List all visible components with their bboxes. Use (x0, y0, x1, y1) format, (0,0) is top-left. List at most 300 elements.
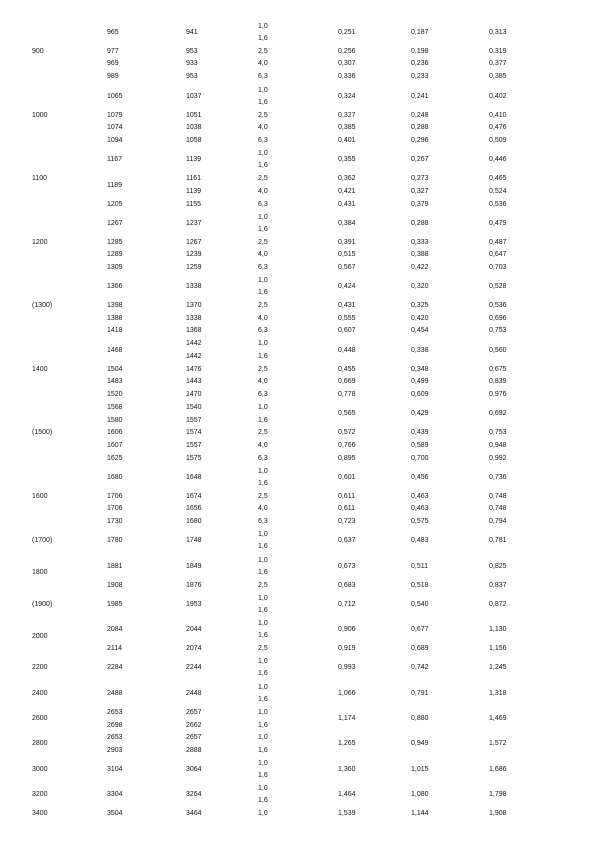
column-7-cell: 0,410 (489, 112, 507, 119)
column-3-cell: 1237 (186, 220, 202, 227)
column-5-cell: 0,567 (338, 264, 356, 271)
column-2-cell: 1780 (107, 537, 123, 544)
column-3-cell: 1051 (186, 112, 202, 119)
column-3-cell: 1259 (186, 264, 202, 271)
column-7-cell: 0,385 (489, 73, 507, 80)
column-6-cell: 0,742 (411, 664, 429, 671)
nominal-diameter-cell: 900 (32, 48, 44, 55)
column-2-cell: 1730 (107, 518, 123, 525)
column-7-cell: 1,469 (489, 715, 507, 722)
pressure-cell: 1,6 (258, 480, 268, 487)
column-6-cell: 0,439 (411, 429, 429, 436)
column-7-cell: 0,703 (489, 264, 507, 271)
pressure-cell: 6,3 (258, 327, 268, 334)
column-3-cell: 1338 (186, 283, 202, 290)
column-7-cell: 0,976 (489, 391, 507, 398)
column-2-cell: 1706 (107, 493, 123, 500)
column-3-cell: 1155 (186, 201, 202, 208)
column-3-cell: 1680 (186, 518, 202, 525)
column-2-cell: 1568 (107, 404, 123, 411)
pressure-cell: 2,5 (258, 48, 268, 55)
nominal-diameter-cell: 3000 (32, 766, 48, 773)
column-3-cell: 953 (186, 48, 198, 55)
column-5-cell: 0,421 (338, 188, 356, 195)
column-5-cell: 0,431 (338, 201, 356, 208)
column-3-cell: 2044 (186, 626, 202, 633)
nominal-diameter-cell: 2000 (32, 633, 48, 640)
column-3-cell: 953 (186, 73, 198, 80)
pressure-cell: 1,6 (258, 632, 268, 639)
column-2-cell: 3304 (107, 791, 123, 798)
column-5-cell: 0,712 (338, 601, 356, 608)
column-5-cell: 1,066 (338, 690, 356, 697)
column-6-cell: 0,429 (411, 410, 429, 417)
column-3-cell: 2074 (186, 645, 202, 652)
column-6-cell: 0,689 (411, 645, 429, 652)
column-6-cell: 1,144 (411, 810, 429, 817)
column-2-cell: 1074 (107, 124, 123, 131)
column-6-cell: 0,589 (411, 442, 429, 449)
column-6-cell: 0,422 (411, 264, 429, 271)
column-3-cell: 1476 (186, 366, 202, 373)
column-7-cell: 0,692 (489, 410, 507, 417)
column-5-cell: 0,327 (338, 112, 356, 119)
pressure-cell: 6,3 (258, 137, 268, 144)
column-7-cell: 0,748 (489, 493, 507, 500)
column-6-cell: 0,248 (411, 112, 429, 119)
pressure-cell: 1,0 (258, 810, 268, 817)
column-5-cell: 0,448 (338, 347, 356, 354)
column-3-cell: 1139 (186, 156, 202, 163)
column-5-cell: 0,307 (338, 60, 356, 67)
pressure-cell: 1,6 (258, 722, 268, 729)
column-5-cell: 1,265 (338, 740, 356, 747)
column-7-cell: 1,318 (489, 690, 507, 697)
column-2-cell: 2488 (107, 690, 123, 697)
column-5-cell: 1,174 (338, 715, 356, 722)
column-5-cell: 0,683 (338, 582, 356, 589)
column-5-cell: 0,401 (338, 137, 356, 144)
pressure-cell: 1,6 (258, 772, 268, 779)
column-5-cell: 0,431 (338, 302, 356, 309)
pressure-cell: 4,0 (258, 188, 268, 195)
column-2-cell: 1094 (107, 137, 123, 144)
column-5-cell: 0,455 (338, 366, 356, 373)
column-6-cell: 0,540 (411, 601, 429, 608)
column-5-cell: 0,256 (338, 48, 356, 55)
column-6-cell: 0,233 (411, 73, 429, 80)
pressure-cell: 4,0 (258, 442, 268, 449)
column-6-cell: 0,420 (411, 315, 429, 322)
column-3-cell: 1575 (186, 455, 202, 462)
pressure-cell: 1,6 (258, 417, 268, 424)
column-5-cell: 0,572 (338, 429, 356, 436)
column-7-cell: 0,872 (489, 601, 507, 608)
column-5-cell: 0,637 (338, 537, 356, 544)
column-3-cell: 1038 (186, 124, 202, 131)
column-2-cell: 1607 (107, 442, 123, 449)
pressure-cell: 4,0 (258, 505, 268, 512)
nominal-diameter-cell: 3200 (32, 791, 48, 798)
column-3-cell: 1443 (186, 378, 202, 385)
pressure-cell: 1,0 (258, 760, 268, 767)
column-5-cell: 0,385 (338, 124, 356, 131)
column-2-cell: 1418 (107, 327, 123, 334)
pressure-cell: 1,0 (258, 785, 268, 792)
column-2-cell: 3104 (107, 766, 123, 773)
column-6-cell: 0,388 (411, 251, 429, 258)
column-6-cell: 0,518 (411, 582, 429, 589)
column-2-cell: 965 (107, 29, 119, 36)
pressure-cell: 1,6 (258, 569, 268, 576)
column-7-cell: 0,446 (489, 156, 507, 163)
column-6-cell: 0,348 (411, 366, 429, 373)
column-6-cell: 0,677 (411, 626, 429, 633)
pressure-cell: 6,3 (258, 391, 268, 398)
column-6-cell: 0,463 (411, 493, 429, 500)
pressure-cell: 2,5 (258, 493, 268, 500)
column-6-cell: 0,288 (411, 124, 429, 131)
column-7-cell: 0,402 (489, 93, 507, 100)
column-2-cell: 2284 (107, 664, 123, 671)
column-3-cell: 1557 (186, 417, 202, 424)
pressure-cell: 1,6 (258, 353, 268, 360)
column-6-cell: 0,880 (411, 715, 429, 722)
column-5-cell: 0,384 (338, 220, 356, 227)
pressure-cell: 1,6 (258, 607, 268, 614)
column-7-cell: 0,377 (489, 60, 507, 67)
column-6-cell: 0,609 (411, 391, 429, 398)
column-5-cell: 0,611 (338, 493, 355, 500)
column-2-cell: 977 (107, 48, 119, 55)
column-2-cell: 2653 (107, 709, 123, 716)
pressure-cell: 4,0 (258, 124, 268, 131)
column-3-cell: 1557 (186, 442, 202, 449)
column-5-cell: 0,324 (338, 93, 356, 100)
column-5-cell: 0,362 (338, 175, 356, 182)
column-6-cell: 0,499 (411, 378, 429, 385)
column-3-cell: 1876 (186, 582, 202, 589)
pressure-cell: 1,0 (258, 87, 268, 94)
pressure-cell: 1,0 (258, 684, 268, 691)
column-2-cell: 1680 (107, 474, 123, 481)
column-3-cell: 2657 (186, 734, 202, 741)
pressure-cell: 1,0 (258, 620, 268, 627)
column-5-cell: 0,766 (338, 442, 356, 449)
pressure-cell: 1,6 (258, 162, 268, 169)
nominal-diameter-cell: 1800 (32, 569, 48, 576)
column-7-cell: 0,465 (489, 175, 507, 182)
column-6-cell: 0,333 (411, 239, 429, 246)
column-2-cell: 1483 (107, 378, 123, 385)
column-3-cell: 2662 (186, 722, 202, 729)
column-2-cell: 2903 (107, 747, 123, 754)
pressure-cell: 1,0 (258, 404, 268, 411)
column-2-cell: 1205 (107, 201, 123, 208)
column-3-cell: 1368 (186, 327, 202, 334)
column-3-cell: 1370 (186, 302, 202, 309)
column-2-cell: 1189 (107, 182, 123, 189)
pressure-cell: 1,0 (258, 734, 268, 741)
column-2-cell: 1504 (107, 366, 123, 373)
column-3-cell: 1849 (186, 563, 202, 570)
column-7-cell: 0,313 (489, 29, 507, 36)
pressure-cell: 2,5 (258, 175, 268, 182)
column-7-cell: 0,736 (489, 474, 507, 481)
nominal-diameter-cell: 1000 (32, 112, 48, 119)
column-7-cell: 0,536 (489, 302, 507, 309)
column-5-cell: 0,607 (338, 327, 356, 334)
column-6-cell: 0,700 (411, 455, 429, 462)
pressure-cell: 1,0 (258, 658, 268, 665)
column-5-cell: 0,424 (338, 283, 356, 290)
column-3-cell: 1953 (186, 601, 202, 608)
column-6-cell: 1,080 (411, 791, 429, 798)
column-2-cell: 1881 (107, 563, 123, 570)
column-5-cell: 1,539 (338, 810, 356, 817)
column-5-cell: 0,391 (338, 239, 356, 246)
pressure-cell: 1,0 (258, 340, 268, 347)
column-3-cell: 1058 (186, 137, 202, 144)
pressure-cell: 1,0 (258, 709, 268, 716)
pressure-cell: 1,6 (258, 747, 268, 754)
column-3-cell: 1574 (186, 429, 202, 436)
nominal-diameter-cell: 2800 (32, 740, 48, 747)
pressure-cell: 1,6 (258, 226, 268, 233)
pressure-cell: 2,5 (258, 582, 268, 589)
column-7-cell: 1,245 (489, 664, 507, 671)
column-3-cell: 1442 (186, 340, 202, 347)
column-5-cell: 0,565 (338, 410, 356, 417)
column-5-cell: 0,355 (338, 156, 356, 163)
pressure-cell: 1,6 (258, 289, 268, 296)
nominal-diameter-cell: 3400 (32, 810, 48, 817)
column-3-cell: 1648 (186, 474, 202, 481)
column-6-cell: 0,198 (411, 48, 429, 55)
column-5-cell: 0,336 (338, 73, 356, 80)
column-3-cell: 933 (186, 60, 198, 67)
column-3-cell: 3264 (186, 791, 202, 798)
column-2-cell: 1468 (107, 347, 123, 354)
column-7-cell: 0,479 (489, 220, 507, 227)
column-7-cell: 0,839 (489, 378, 507, 385)
column-7-cell: 0,675 (489, 366, 507, 373)
column-6-cell: 0,327 (411, 188, 429, 195)
column-2-cell: 1985 (107, 601, 123, 608)
nominal-diameter-cell: 1100 (32, 175, 48, 182)
pressure-cell: 2,5 (258, 302, 268, 309)
pressure-cell: 1,0 (258, 23, 268, 30)
column-7-cell: 0,647 (489, 251, 507, 258)
column-2-cell: 1706 (107, 505, 123, 512)
column-3-cell: 3464 (186, 810, 202, 817)
column-7-cell: 1,798 (489, 791, 507, 798)
column-5-cell: 0,993 (338, 664, 356, 671)
column-3-cell: 1161 (186, 175, 202, 182)
pressure-cell: 1,0 (258, 468, 268, 475)
column-6-cell: 0,288 (411, 220, 429, 227)
column-2-cell: 1289 (107, 251, 123, 258)
nominal-diameter-cell: (1500) (32, 429, 53, 436)
column-7-cell: 0,536 (489, 201, 507, 208)
pressure-cell: 1,6 (258, 797, 268, 804)
column-6-cell: 0,241 (411, 93, 429, 100)
column-3-cell: 1748 (186, 537, 202, 544)
pressure-cell: 6,3 (258, 201, 268, 208)
column-2-cell: 1398 (107, 302, 123, 309)
column-2-cell: 1908 (107, 582, 123, 589)
column-2-cell: 1366 (107, 283, 123, 290)
column-5-cell: 0,669 (338, 378, 356, 385)
pressure-cell: 1,6 (258, 696, 268, 703)
column-5-cell: 0,515 (338, 251, 356, 258)
nominal-diameter-cell: 2400 (32, 690, 48, 697)
column-2-cell: 2084 (107, 626, 123, 633)
column-3-cell: 1656 (186, 505, 202, 512)
pressure-cell: 4,0 (258, 60, 268, 67)
column-2-cell: 1388 (107, 315, 123, 322)
column-3-cell: 1540 (186, 404, 202, 411)
column-6-cell: 0,325 (411, 302, 429, 309)
column-7-cell: 0,696 (489, 315, 507, 322)
column-5-cell: 0,673 (338, 563, 356, 570)
column-7-cell: 0,794 (489, 518, 507, 525)
pressure-cell: 2,5 (258, 429, 268, 436)
nominal-diameter-cell: (1900) (32, 601, 53, 608)
column-6-cell: 0,575 (411, 518, 429, 525)
column-2-cell: 1606 (107, 429, 123, 436)
column-2-cell: 1065 (107, 93, 123, 100)
column-2-cell: 1625 (107, 455, 123, 462)
pressure-cell: 1,0 (258, 595, 268, 602)
column-2-cell: 3504 (107, 810, 123, 817)
pressure-cell: 4,0 (258, 378, 268, 385)
column-7-cell: 0,753 (489, 327, 507, 334)
pressure-cell: 1,6 (258, 543, 268, 550)
column-6-cell: 0,483 (411, 537, 429, 544)
column-3-cell: 941 (186, 29, 198, 36)
column-5-cell: 0,251 (338, 29, 356, 36)
column-7-cell: 1,130 (489, 626, 507, 633)
column-3-cell: 1037 (186, 93, 202, 100)
column-3-cell: 2888 (186, 747, 202, 754)
column-6-cell: 0,320 (411, 283, 429, 290)
column-3-cell: 1139 (186, 188, 202, 195)
column-7-cell: 1,686 (489, 766, 507, 773)
nominal-diameter-cell: 1600 (32, 493, 48, 500)
column-5-cell: 0,555 (338, 315, 356, 322)
pressure-cell: 1,0 (258, 277, 268, 284)
column-7-cell: 0,524 (489, 188, 507, 195)
column-5-cell: 1,360 (338, 766, 356, 773)
column-7-cell: 0,992 (489, 455, 507, 462)
column-7-cell: 0,509 (489, 137, 507, 144)
column-6-cell: 0,456 (411, 474, 429, 481)
column-7-cell: 0,476 (489, 124, 507, 131)
column-3-cell: 1338 (186, 315, 202, 322)
pressure-cell: 6,3 (258, 518, 268, 525)
pressure-cell: 2,5 (258, 366, 268, 373)
pressure-cell: 6,3 (258, 73, 268, 80)
nominal-diameter-cell: 1400 (32, 366, 48, 373)
column-7-cell: 0,837 (489, 582, 507, 589)
pressure-cell: 2,5 (258, 239, 268, 246)
nominal-diameter-cell: (1300) (32, 302, 53, 309)
column-7-cell: 0,319 (489, 48, 507, 55)
column-2-cell: 2698 (107, 722, 123, 729)
column-3-cell: 1442 (186, 353, 202, 360)
column-7-cell: 1,908 (489, 810, 507, 817)
column-6-cell: 0,379 (411, 201, 429, 208)
column-7-cell: 0,825 (489, 563, 507, 570)
nominal-diameter-cell: 2200 (32, 664, 48, 671)
column-3-cell: 3064 (186, 766, 202, 773)
pressure-cell: 1,6 (258, 99, 268, 106)
pressure-cell: 1,0 (258, 557, 268, 564)
column-2-cell: 1167 (107, 156, 123, 163)
column-7-cell: 1,572 (489, 740, 507, 747)
column-3-cell: 2657 (186, 709, 202, 716)
column-7-cell: 0,753 (489, 429, 507, 436)
column-3-cell: 1239 (186, 251, 202, 258)
column-3-cell: 2448 (186, 690, 202, 697)
column-7-cell: 0,748 (489, 505, 507, 512)
pressure-cell: 6,3 (258, 264, 268, 271)
pressure-cell: 2,5 (258, 645, 268, 652)
column-5-cell: 0,611 (338, 505, 355, 512)
column-2-cell: 1285 (107, 239, 123, 246)
column-7-cell: 0,487 (489, 239, 507, 246)
column-2-cell: 989 (107, 73, 119, 80)
pressure-cell: 1,0 (258, 150, 268, 157)
column-2-cell: 969 (107, 60, 119, 67)
column-3-cell: 1674 (186, 493, 202, 500)
pressure-cell: 2,5 (258, 112, 268, 119)
pressure-cell: 6,3 (258, 455, 268, 462)
nominal-diameter-cell: 2600 (32, 715, 48, 722)
pressure-cell: 4,0 (258, 251, 268, 258)
pressure-cell: 1,0 (258, 531, 268, 538)
column-6-cell: 0,454 (411, 327, 429, 334)
column-7-cell: 0,560 (489, 347, 507, 354)
column-3-cell: 1470 (186, 391, 202, 398)
column-7-cell: 1,156 (489, 645, 507, 652)
column-5-cell: 1,464 (338, 791, 356, 798)
column-6-cell: 0,296 (411, 137, 429, 144)
column-7-cell: 0,781 (489, 537, 507, 544)
column-5-cell: 0,601 (338, 474, 356, 481)
column-2-cell: 2114 (107, 645, 123, 652)
column-2-cell: 2653 (107, 734, 123, 741)
column-5-cell: 0,723 (338, 518, 356, 525)
column-6-cell: 0,949 (411, 740, 429, 747)
column-7-cell: 0,528 (489, 283, 507, 290)
column-7-cell: 0,948 (489, 442, 507, 449)
column-2-cell: 1079 (107, 112, 123, 119)
column-2-cell: 1580 (107, 417, 123, 424)
pressure-cell: 1,6 (258, 35, 268, 42)
column-6-cell: 0,187 (411, 29, 429, 36)
column-6-cell: 0,511 (411, 563, 428, 570)
column-2-cell: 1520 (107, 391, 123, 398)
column-6-cell: 0,338 (411, 347, 429, 354)
pressure-cell: 4,0 (258, 315, 268, 322)
column-5-cell: 0,919 (338, 645, 356, 652)
column-3-cell: 1267 (186, 239, 202, 246)
pressure-cell: 1,6 (258, 670, 268, 677)
pressure-cell: 1,0 (258, 214, 268, 221)
column-6-cell: 0,267 (411, 156, 429, 163)
